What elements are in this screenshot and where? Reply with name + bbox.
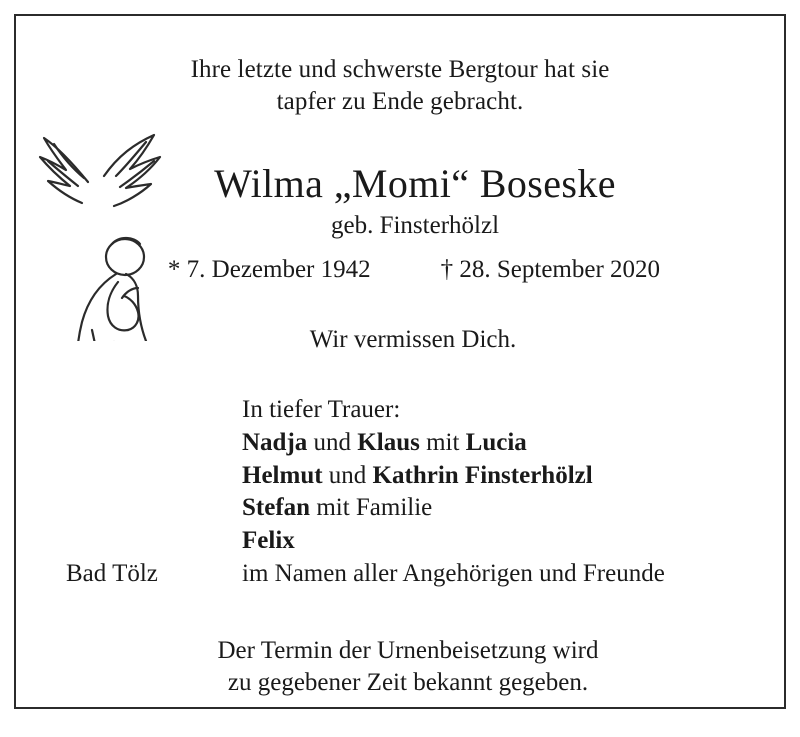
on-behalf-row — [66, 558, 766, 591]
epigraph-line-2: tapfer zu Ende gebracht. — [276, 88, 524, 115]
mourner-1-tail: mit — [419, 428, 466, 456]
epigraph-line-1: Ihre letzte und schwerste Bergtour hat sie — [190, 56, 610, 83]
on-behalf-text: im Namen aller Angehörigen und Freunde — [242, 559, 665, 587]
mourner-3-mid: mit Familie — [310, 494, 433, 522]
missing-line: Wir vermissen Dich. — [309, 326, 517, 353]
funeral-notice — [34, 635, 766, 699]
birth-date: * 7. Dezember 1942 — [167, 256, 371, 283]
funeral-notice-line-2: zu gegebener Zeit bekannt gegeben. — [227, 668, 589, 696]
mourner-row-4 — [242, 525, 766, 558]
epigraph — [100, 54, 700, 118]
mourning-block — [34, 394, 766, 591]
obituary-card — [14, 14, 786, 709]
mourner-1-name-1: Nadja — [242, 428, 308, 456]
funeral-notice-line-1: Der Termin der Urnenbeisetzung wird — [217, 636, 599, 664]
mourning-intro: In tiefer Trauer: — [242, 396, 401, 423]
life-dates — [34, 256, 766, 284]
obituary-content — [16, 16, 784, 707]
maiden-name: geb. Finsterhölzl — [330, 212, 500, 239]
place-name: Bad Tölz — [66, 559, 158, 587]
deceased-name: Wilma „Momi“ Boseske — [214, 161, 616, 206]
mourner-row-3 — [242, 492, 766, 525]
mourner-3-name-1: Stefan — [242, 494, 311, 522]
mourner-1-name-2: Klaus — [357, 428, 420, 456]
mourner-2-mid: und — [322, 461, 373, 489]
mourner-2-name-2: Kathrin Finsterhölzl — [372, 461, 593, 489]
mourner-4-name-1: Felix — [242, 527, 295, 554]
mourner-2-name-1: Helmut — [242, 461, 323, 489]
mourner-1-mid: und — [307, 428, 358, 456]
mourner-row-2 — [242, 460, 766, 493]
mourner-1-name-3: Lucia — [465, 428, 527, 456]
death-date: † 28. September 2020 — [440, 256, 661, 283]
mourner-row-1 — [242, 427, 766, 460]
